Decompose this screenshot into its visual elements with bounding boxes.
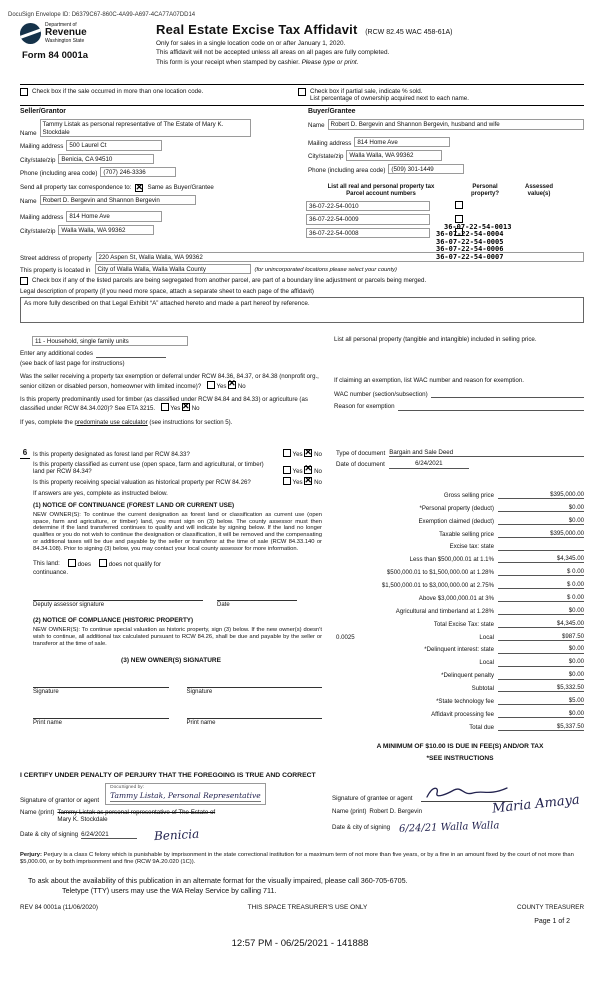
- check-mark: ✕: [182, 400, 190, 411]
- fin-value[interactable]: $4,345.00: [498, 555, 584, 563]
- legal-description-label: Legal description of property (if you need more space, attach a separate sheet to each page of the affidavit): [20, 288, 314, 295]
- same-as-buyer-checkbox[interactable]: [135, 181, 143, 192]
- alt-format-line2: Teletype (TTY) users may use the WA Relay Service by calling 711.: [62, 885, 277, 895]
- type-of-document-label: Type of document: [336, 450, 386, 457]
- parcel-table-header: [306, 184, 584, 198]
- deputy-signature-line[interactable]: [33, 590, 203, 601]
- check-mark: ✕: [304, 474, 312, 485]
- fin-value[interactable]: $987.50: [498, 633, 584, 641]
- added-parcel: 36-07-22-54-0005: [436, 237, 504, 246]
- no-label: No: [191, 405, 200, 413]
- financial-row: [336, 671, 584, 679]
- no-checkbox[interactable]: [228, 378, 236, 389]
- grantee-signature-label: Signature of grantee or agent: [332, 794, 413, 802]
- no-label: No: [314, 451, 322, 459]
- perjury-note: [20, 852, 584, 866]
- fin-label: *Personal property (deduct): [419, 504, 494, 512]
- buyer-name-field[interactable]: Robert D. Bergevin and Shannon Bergevin, husband and wife: [328, 119, 584, 129]
- grantee-handwritten-name: Maria Amaya: [491, 792, 581, 817]
- partial-sale-line2: List percentage of ownership acquired next to each name.: [310, 95, 469, 103]
- form-note-3: [156, 59, 584, 67]
- grantor-name-print-label: Name (print): [20, 808, 55, 816]
- see-back-note: (see back of last page for instructions): [20, 359, 125, 367]
- minimum-due-note: A MINIMUM OF $10.00 IS DUE IN FEE(S) AND/OR TAX: [376, 743, 544, 751]
- docusign-envelope-id: DocuSign Envelope ID: D6379C67-860C-4A99-A697-4CA77A07DD14: [8, 12, 196, 18]
- perjury-text: Perjury is a class C felony which is punishable by imprisonment in the state correctional institution for a maximum term of not more than five years, or by a fine in an amount fixed by the court of not more than $5,000.00, or by both imprisonment and fine (RCW 9A.20.020 (1C)).: [20, 852, 574, 865]
- top-checkbox-row: [20, 84, 584, 103]
- signature-label: Signature: [186, 689, 213, 696]
- parcel-header-line1: List all real and personal property tax: [327, 184, 435, 190]
- segregated-checkbox[interactable]: [20, 277, 28, 285]
- fin-label: Less than $500,000.01 at 1.1%: [409, 556, 494, 564]
- fin-label: Local: [479, 633, 494, 641]
- alternate-format-note: [28, 876, 576, 895]
- land-use-column: [20, 336, 320, 426]
- located-in-field[interactable]: City of Walla Walla, Walla Walla County: [95, 264, 251, 274]
- no-checkbox[interactable]: [304, 463, 312, 474]
- fin-value[interactable]: [498, 543, 584, 551]
- field-label: Street address of property: [20, 255, 92, 262]
- same-as-buyer-label: Same as Buyer/Grantee: [147, 184, 214, 192]
- additional-codes-label: Enter any additional codes: [20, 350, 93, 358]
- does-label: does: [77, 561, 91, 569]
- personal-property-checkbox[interactable]: [455, 201, 463, 209]
- personal-property-column: [334, 336, 584, 426]
- seller-phone-field[interactable]: (707) 246-3336: [100, 167, 176, 177]
- yes-label: Yes: [292, 451, 303, 459]
- financial-row: [336, 710, 584, 718]
- segregated-label: Check box if any of the listed parcels are being segregated from another parcel, are part of a boundary line adjustment or parcels being merged.: [32, 277, 427, 284]
- correspondence-label: Send all property tax correspondence to:: [20, 184, 132, 192]
- check-mark: ✕: [304, 463, 312, 474]
- grantor-name-print: [57, 809, 215, 824]
- does-not-checkbox[interactable]: [99, 559, 107, 567]
- fin-label: *State technology fee: [436, 698, 494, 706]
- predominate-use-note: [20, 419, 320, 426]
- fin-label: Agricultural and timberland at 1.28%: [395, 607, 494, 615]
- located-in-row: [20, 264, 584, 274]
- grantee-certify-block: [332, 783, 584, 842]
- treasurer-footer-row: [20, 904, 584, 912]
- form-note-1: Only for sales in a single location code on or after January 1, 2020.: [156, 39, 346, 47]
- fin-value[interactable]: $ 0.00: [498, 594, 584, 602]
- rev-number: REV 84 0001a (11/06/2020): [20, 904, 98, 911]
- alt-format-line1: To ask about the availability of this publication in an alternate format for the visually impaired, please call 360-705-6705.: [28, 876, 408, 885]
- financial-row: [336, 517, 584, 525]
- no-label: No: [314, 467, 322, 475]
- yes-checkbox[interactable]: [161, 403, 169, 411]
- field-label: Phone (including area code): [20, 170, 98, 178]
- parcel-number-field[interactable]: 36-07-22-54-0008: [306, 228, 430, 238]
- print-name-label: Print name: [33, 720, 63, 727]
- correspondence-mailing-field[interactable]: 814 Home Ave: [66, 211, 162, 221]
- partial-sale-checkbox[interactable]: [298, 88, 306, 96]
- field-label: This property is located in: [20, 267, 91, 274]
- form-rcw: (RCW 82.45 WAC 458-61A): [365, 29, 453, 36]
- financial-table: [336, 491, 584, 731]
- agency-block: [20, 22, 146, 67]
- street-address-field[interactable]: 220 Aspen St, Walla Walla, WA 99362: [96, 252, 584, 262]
- buyer-mailing-field[interactable]: 814 Home Ave: [354, 137, 450, 147]
- deputy-assessor-row: [33, 590, 322, 609]
- financial-row: [336, 581, 584, 589]
- section-number: 6: [20, 448, 30, 459]
- exemption-deferral-question: [20, 373, 320, 390]
- correspondence-block: [20, 181, 298, 238]
- grantee-date-city-handwritten: 6/24/21 Walla Walla: [398, 819, 500, 835]
- reason-exemption-field[interactable]: [398, 410, 584, 411]
- fin-value[interactable]: $395,000.00: [498, 491, 584, 499]
- no-label: No: [314, 479, 322, 487]
- forest-land-question: [20, 448, 322, 459]
- multiple-location-checkbox[interactable]: [20, 88, 28, 96]
- section6-and-financial: [20, 446, 584, 763]
- question-text: Is this property receiving special valuation as historical property per RCW 84.26?: [33, 479, 251, 487]
- reason-exemption-label: Reason for exemption: [334, 403, 395, 411]
- field-label: Phone (including area code): [308, 166, 386, 174]
- local-rate: 0.0025: [336, 633, 355, 641]
- grantee-date-label: Date & city of signing: [332, 823, 391, 831]
- fin-label: Subtotal: [471, 685, 494, 693]
- personal-property-text: List all personal property (tangible and intangible) included in selling price.: [334, 336, 537, 343]
- financial-row: [336, 491, 584, 499]
- does-not-label: does not qualify for: [108, 561, 162, 569]
- form-header: [20, 22, 584, 67]
- fin-value[interactable]: $5,337.50: [498, 723, 584, 731]
- buyer-column: [308, 108, 584, 177]
- form-note-2: This affidavit will not be accepted unless all areas on all pages are fully completed.: [156, 49, 390, 57]
- parcel-row: [306, 201, 584, 211]
- field-label: Mailing address: [20, 214, 64, 222]
- fin-label: $1,500,000.01 to $3,000,000.00 at 2.75%: [381, 581, 494, 589]
- added-parcel-numbers: [436, 224, 511, 261]
- fin-label: Exemption claimed (deduct): [418, 517, 494, 525]
- dept-state-label: Washington State: [45, 38, 85, 44]
- financial-row: [336, 633, 584, 641]
- owner-printname-line[interactable]: [187, 708, 323, 719]
- exemption-claim-text: If claiming an exemption, list WAC number and reason for exemption.: [334, 377, 524, 385]
- buyer-phone-field[interactable]: (509) 301-1449: [388, 164, 464, 174]
- personal-property-checkbox[interactable]: [455, 215, 463, 223]
- assessed-value-header: Assessed value(s): [524, 184, 554, 197]
- mid-section: [20, 336, 584, 426]
- grantor-certify-block: [20, 783, 320, 842]
- fin-value[interactable]: $0.00: [498, 658, 584, 666]
- current-use-question: [33, 461, 322, 476]
- certify-section: [20, 772, 584, 842]
- docusigned-by-label: DocuSigned by:: [110, 785, 144, 791]
- located-in-note: (for unincorporated locations please select your county): [254, 267, 397, 274]
- grantor-name-line1: Tammy Listak as personal representative of The Estate of: [57, 808, 216, 816]
- question-text: Is this property classified as current use (open space, farm and agricultural, or timber) land per RCW 84.34?: [33, 460, 264, 475]
- fin-label: Total Excise Tax: state: [433, 620, 494, 628]
- land-use-code-field[interactable]: 11 - Household, single family units: [32, 336, 188, 346]
- seller-name-field[interactable]: Tammy Listak as personal representative of The Estate of Mary K. Stockdale: [40, 119, 251, 137]
- continuance-word: continuance.: [33, 568, 69, 576]
- deputy-date-label: Date: [217, 601, 230, 608]
- wac-number-label: WAC number (section/subsection): [334, 390, 428, 398]
- county-treasurer-label: COUNTY TREASURER: [517, 904, 584, 911]
- financial-column: [336, 446, 584, 763]
- form-title: Real Estate Excise Tax Affidavit: [156, 22, 358, 37]
- form-note-3-text: This form is your receipt when stamped by cashier.: [156, 58, 302, 66]
- fin-value[interactable]: $5.00: [498, 697, 584, 705]
- no-checkbox[interactable]: [304, 474, 312, 485]
- form-note-3-em: Please type or print.: [301, 58, 359, 66]
- legal-description-section: [20, 288, 584, 323]
- note-text: If yes, complete the: [20, 418, 75, 426]
- grantor-name-line2: Mary K. Stockdale: [57, 816, 108, 824]
- fin-label: Local: [479, 659, 494, 667]
- owner-signature-line[interactable]: [33, 677, 169, 688]
- financial-row: [336, 594, 584, 602]
- fin-value[interactable]: $ 0.00: [498, 568, 584, 576]
- this-land-row: [33, 559, 322, 568]
- notice-continuance-title: (1) NOTICE OF CONTINUANCE (FOREST LAND OR CURRENT USE): [33, 502, 235, 510]
- fin-value[interactable]: $0.00: [498, 710, 584, 718]
- parcel-number-field[interactable]: 36-07-22-54-0010: [306, 201, 430, 211]
- deputy-signature-label: Deputy assessor signature: [33, 601, 105, 608]
- check-mark: ✕: [304, 446, 312, 457]
- fin-label: *Delinquent interest: state: [424, 646, 494, 654]
- financial-row: [336, 723, 584, 731]
- no-label: No: [237, 382, 246, 390]
- added-parcel: 36-07-22-54-0013: [444, 223, 512, 231]
- field-label: City/state/zip: [20, 156, 56, 164]
- yes-label: Yes: [292, 467, 303, 475]
- fin-label: Gross selling price: [443, 491, 494, 499]
- fin-value[interactable]: $0.00: [498, 607, 584, 615]
- certify-statement: I CERTIFY UNDER PENALTY OF PERJURY THAT THE FOREGOING IS TRUE AND CORRECT: [20, 772, 316, 779]
- financial-row: [336, 504, 584, 512]
- grantee-name-print: Robert D. Bergevin: [369, 808, 423, 816]
- fin-label: Above $3,000,000.01 at 3%: [418, 594, 494, 602]
- check-mark: ✕: [135, 181, 143, 192]
- yes-checkbox[interactable]: [207, 381, 215, 389]
- yes-label: Yes: [170, 405, 181, 413]
- grantor-date-label: Date & city of signing: [20, 831, 79, 839]
- parcel-table: [306, 184, 584, 261]
- section6-column: [20, 446, 322, 763]
- dept-of-label: Department of: [45, 22, 77, 28]
- yes-label: Yes: [216, 382, 227, 390]
- fin-value[interactable]: $0.00: [498, 645, 584, 653]
- field-label: Name: [20, 129, 37, 137]
- financial-row: [336, 543, 584, 551]
- fin-label: Total due: [469, 723, 494, 731]
- fin-value[interactable]: $4,345.00: [498, 620, 584, 628]
- timber-agriculture-question: [20, 396, 320, 413]
- grantor-date-field[interactable]: 6/24/2021: [81, 831, 137, 839]
- parcel-header-line2: Parcel account numbers: [346, 190, 416, 197]
- grantor-signature-script: Tammy Listak, Personal Representative: [110, 790, 261, 800]
- parcel-number-field[interactable]: 36-07-22-54-0009: [306, 214, 430, 224]
- date-of-document-field[interactable]: 6/24/2021: [389, 460, 469, 468]
- new-owner-signature-title: (3) NEW OWNER(S) SIGNATURE: [121, 657, 221, 665]
- partial-sale-label: [310, 88, 469, 103]
- owner-signature-line[interactable]: [187, 677, 323, 688]
- financial-row: [336, 697, 584, 705]
- no-checkbox[interactable]: [304, 446, 312, 457]
- segregated-row: [20, 277, 584, 285]
- field-label: Mailing address: [20, 143, 64, 151]
- financial-row: [336, 658, 584, 666]
- added-parcel: 36-07-22-54-0007: [436, 252, 504, 261]
- financial-row: [336, 684, 584, 692]
- if-yes-note: If answers are yes, complete as instructed below.: [33, 489, 168, 497]
- notice-compliance-body: NEW OWNER(S): To continue special valuation as historic property, sign (3) below. If the new owner(s) doesn't wish to continue, all additional tax calculated pursuant to RCW 84.26, shall be due and payable by the seller or transferor at the time of sale.: [33, 626, 322, 647]
- notice-compliance-title: (2) NOTICE OF COMPLIANCE (HISTORIC PROPERTY): [33, 617, 194, 625]
- yes-checkbox[interactable]: [283, 449, 291, 457]
- seller-csz-field[interactable]: Benicia, CA 94510: [58, 154, 154, 164]
- parcel-header-main: [306, 184, 456, 198]
- owner-printname-line[interactable]: [33, 708, 169, 719]
- buyer-csz-field[interactable]: Walla Walla, WA 99362: [346, 150, 442, 160]
- treasurer-space-label: THIS SPACE TREASURER'S USE ONLY: [247, 904, 368, 911]
- fin-label: Taxable selling price: [439, 530, 494, 538]
- no-checkbox[interactable]: [182, 400, 190, 411]
- deputy-date-line[interactable]: [217, 590, 297, 601]
- field-label: City/state/zip: [20, 227, 56, 235]
- grantee-name-print-label: Name (print): [332, 808, 367, 816]
- correspondence-csz-field[interactable]: Walla Walla, WA 99362: [58, 225, 154, 235]
- financial-row: [336, 620, 584, 628]
- fin-value[interactable]: $0.00: [498, 504, 584, 512]
- notice-continuance-body: NEW OWNER(S): To continue the current designation as forest land or classification as current use (open space, farm and agriculture, or timber) land, you must sign on (3) below. The county assessor must then determine if the land transferred continues to qualify and will indicate by signing below. If the land no longer qualifies or you do not wish to continue the designation or classification, it will be removed and the compensating or additional taxes will be due and payable by the seller or transferor at the time of sale (RCW 84.33.140 or 84.34.108). Prior to signing (3) below, you may contact your local county assessor for more information.: [33, 511, 322, 553]
- does-checkbox[interactable]: [68, 559, 76, 567]
- date-of-document-label: Date of document: [336, 461, 385, 469]
- fin-value[interactable]: $0.00: [498, 671, 584, 679]
- fin-value[interactable]: $395,000.00: [498, 530, 584, 538]
- added-parcel: 36-07-22-54-0006: [436, 245, 504, 254]
- seller-column: [20, 108, 296, 177]
- yes-checkbox[interactable]: [283, 466, 291, 474]
- field-label: Name: [20, 198, 37, 205]
- form-number: Form 84 0001a: [22, 50, 89, 61]
- grantor-signature-stamp[interactable]: [105, 783, 266, 805]
- page-number: Page 1 of 2: [534, 918, 570, 925]
- fin-value[interactable]: $ 0.00: [498, 581, 584, 589]
- financial-row: [336, 568, 584, 576]
- fin-label: Affidavit processing fee: [431, 710, 494, 718]
- financial-row: [336, 645, 584, 653]
- yes-checkbox[interactable]: [283, 477, 291, 485]
- financial-row: [336, 530, 584, 538]
- check-mark: ✕: [228, 378, 236, 389]
- dept-name: Revenue: [45, 27, 87, 38]
- field-label: Mailing address: [308, 139, 352, 147]
- fin-label: *Delinquent penalty: [441, 672, 494, 680]
- additional-codes-field[interactable]: [96, 357, 166, 358]
- fin-value[interactable]: $0.00: [498, 517, 584, 525]
- added-parcel: 36-07-22-54-0004: [436, 230, 504, 239]
- yes-label: Yes: [292, 479, 303, 487]
- grantor-signature-label: Signature of grantor or agent: [20, 797, 100, 805]
- question-text: Was the seller receiving a property tax exemption or deferral under RCW 84.36, 84.37, or 84.38 (nonprofit org., senior citizen or disabled person, homeowner with limited income)?: [20, 373, 319, 390]
- fin-label: Excise tax: state: [449, 543, 494, 551]
- financial-row: [336, 555, 584, 563]
- seller-mailing-field[interactable]: 500 Laurel Ct: [66, 140, 162, 150]
- predominate-use-calculator-link[interactable]: predominate use calculator: [74, 418, 148, 426]
- financial-row: [336, 607, 584, 615]
- perjury-lead: Perjury:: [20, 852, 42, 858]
- grantor-city-handwritten: Benicia: [153, 826, 200, 843]
- revenue-seal-icon: [20, 23, 41, 44]
- parties-section: [20, 105, 584, 177]
- field-label: City/state/zip: [308, 153, 344, 161]
- fin-value[interactable]: $5,332.50: [498, 684, 584, 692]
- signature-label: Signature: [33, 689, 59, 696]
- new-owner-signature-grid: [33, 677, 322, 727]
- field-label: Name: [308, 122, 325, 130]
- question-text: Is this property predominantly used for timber (as classified under RCW 84.84 and 84.33) or agriculture (as classified under RCW 84.34.020)? See ETA 3215.: [20, 395, 308, 413]
- print-timestamp: 12:57 PM - 06/25/2021 - 141888: [231, 938, 369, 949]
- seller-section-title: Seller/Grantor: [20, 108, 66, 115]
- historic-property-question: [33, 474, 322, 487]
- buyer-section-title: Buyer/Grantee: [308, 108, 356, 115]
- personal-property-header: Personal property?: [470, 184, 499, 197]
- fin-label: $500,000.01 to $1,500,000.00 at 1.28%: [386, 569, 494, 576]
- this-land-label: This land:: [33, 560, 60, 568]
- legal-description-box[interactable]: As more fully described on that Legal Exhibit “A” attached hereto and made a part hereof by reference.: [20, 297, 584, 323]
- note-text: (see instructions for section 5).: [147, 418, 233, 426]
- grantee-signature-scribble[interactable]: [421, 783, 513, 802]
- partial-sale-line1: Check box if partial sale, indicate % sold.: [310, 88, 423, 95]
- wac-number-field[interactable]: [431, 397, 584, 398]
- multiple-location-label: Check box if the sale occurred in more than one location code.: [32, 88, 204, 95]
- see-instructions-note: *SEE INSTRUCTIONS: [426, 755, 494, 763]
- correspondence-name-field[interactable]: Robert D. Bergevin and Shannon Bergevin: [40, 195, 196, 205]
- question-text: Is this property designated as forest land per RCW 84.33?: [33, 451, 190, 459]
- type-of-document-field[interactable]: Bargain and Sale Deed: [389, 449, 584, 457]
- print-name-label: Print name: [186, 720, 216, 727]
